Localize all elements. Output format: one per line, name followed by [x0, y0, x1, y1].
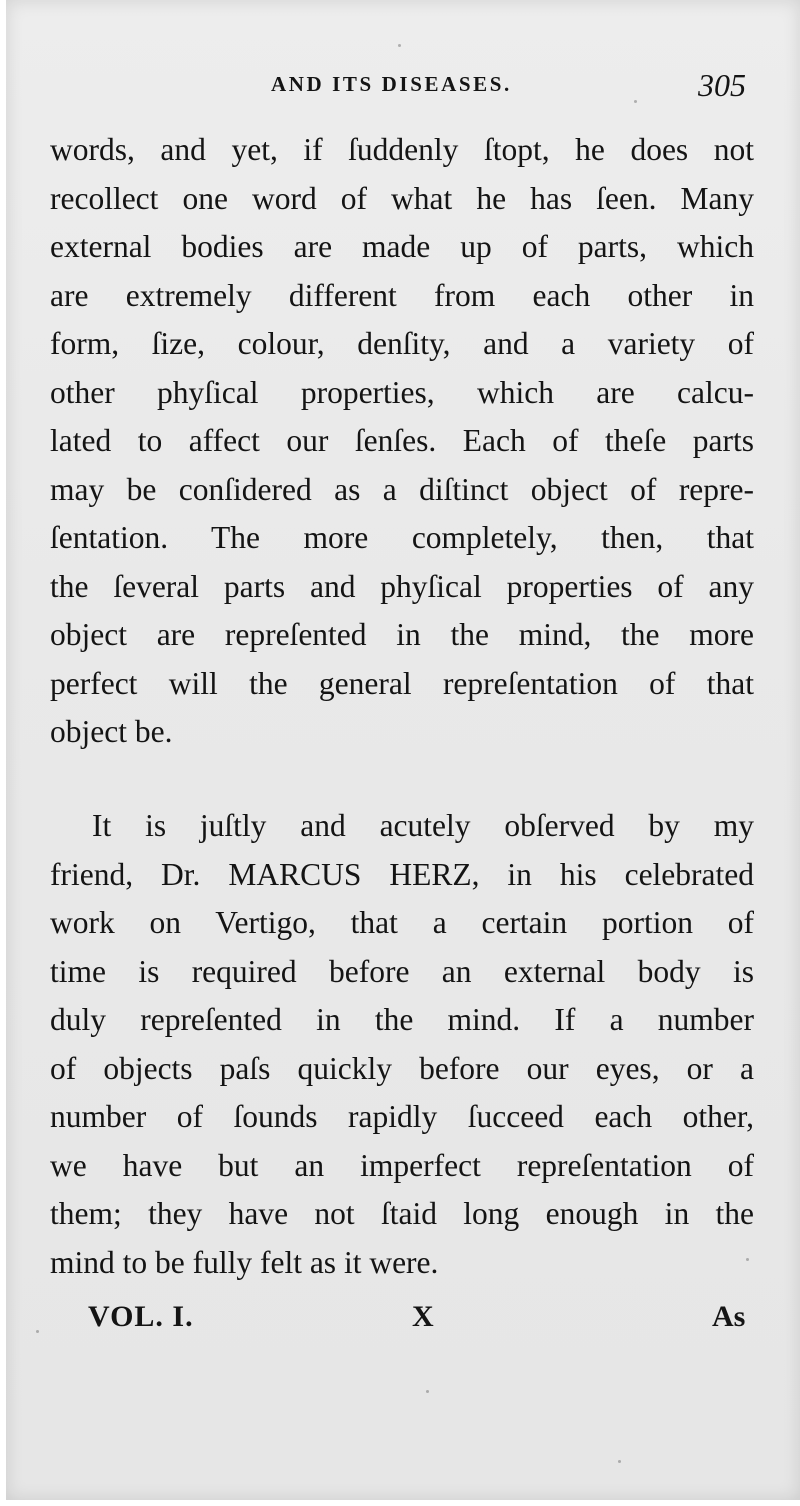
text-line: object be. — [50, 714, 173, 749]
volume-label: VOL. I. — [88, 1300, 194, 1333]
paper-speck — [618, 1460, 621, 1463]
paper-speck — [426, 1390, 429, 1393]
paper-speck — [36, 1330, 39, 1333]
text-line: mind to be fully felt as it were. — [50, 1244, 439, 1280]
catchword: As — [712, 1300, 746, 1333]
text-line: we have but an imperfect repreſentation of — [50, 1147, 754, 1183]
text-line: work on Vertigo, that a certain portion of — [50, 905, 754, 940]
text-line: time is required before an external body is — [50, 953, 754, 989]
paragraph-2 — [50, 802, 754, 1287]
text-line: object are repreſented in the mind, the more — [50, 617, 754, 652]
text-line: duly repreſented in the mind. If a number — [50, 1002, 754, 1037]
text-line: lated to affect our ſenſes. Each of theſe parts — [50, 423, 754, 458]
text-line: form, ſize, colour, denſity, and a variety of — [50, 326, 754, 361]
text-line: friend, Dr. MARCUS HERZ, in his celebrated — [50, 856, 754, 892]
text-line: of objects paſs quickly before our eyes, or a — [50, 1050, 754, 1086]
text-line: It is juſtly and acutely obſerved by my — [92, 808, 754, 843]
text-line: perfect will the general repreſentation of that — [50, 665, 754, 701]
text-line: may be conſidered as a diſtinct object of repre- — [50, 471, 754, 507]
page-number: 305 — [698, 67, 746, 103]
text-line: number of ſounds rapidly ſucceed each other, — [50, 1099, 754, 1134]
text-line: are extremely different from each other in — [50, 277, 754, 313]
paper-speck — [634, 100, 637, 103]
text-line: them; they have not ſtaid long enough in the — [50, 1196, 754, 1231]
text-line: other phyſical properties, which are calcu- — [50, 374, 754, 410]
running-header: AND ITS DISEASES. — [271, 72, 512, 96]
paper-speck — [398, 44, 401, 47]
book-page — [6, 0, 800, 1500]
paper-speck — [746, 1258, 749, 1261]
text-line: the ſeveral parts and phyſical properties of any — [50, 568, 754, 604]
text-line: words, and yet, if ſuddenly ſtopt, he does not — [50, 132, 754, 167]
text-line: external bodies are made up of parts, which — [50, 229, 754, 264]
signature-mark: X — [412, 1300, 434, 1333]
paragraph-1 — [50, 126, 754, 757]
text-line: recollect one word of what he has ſeen. Many — [50, 180, 754, 216]
text-line: ſentation. The more completely, then, that — [50, 520, 754, 555]
